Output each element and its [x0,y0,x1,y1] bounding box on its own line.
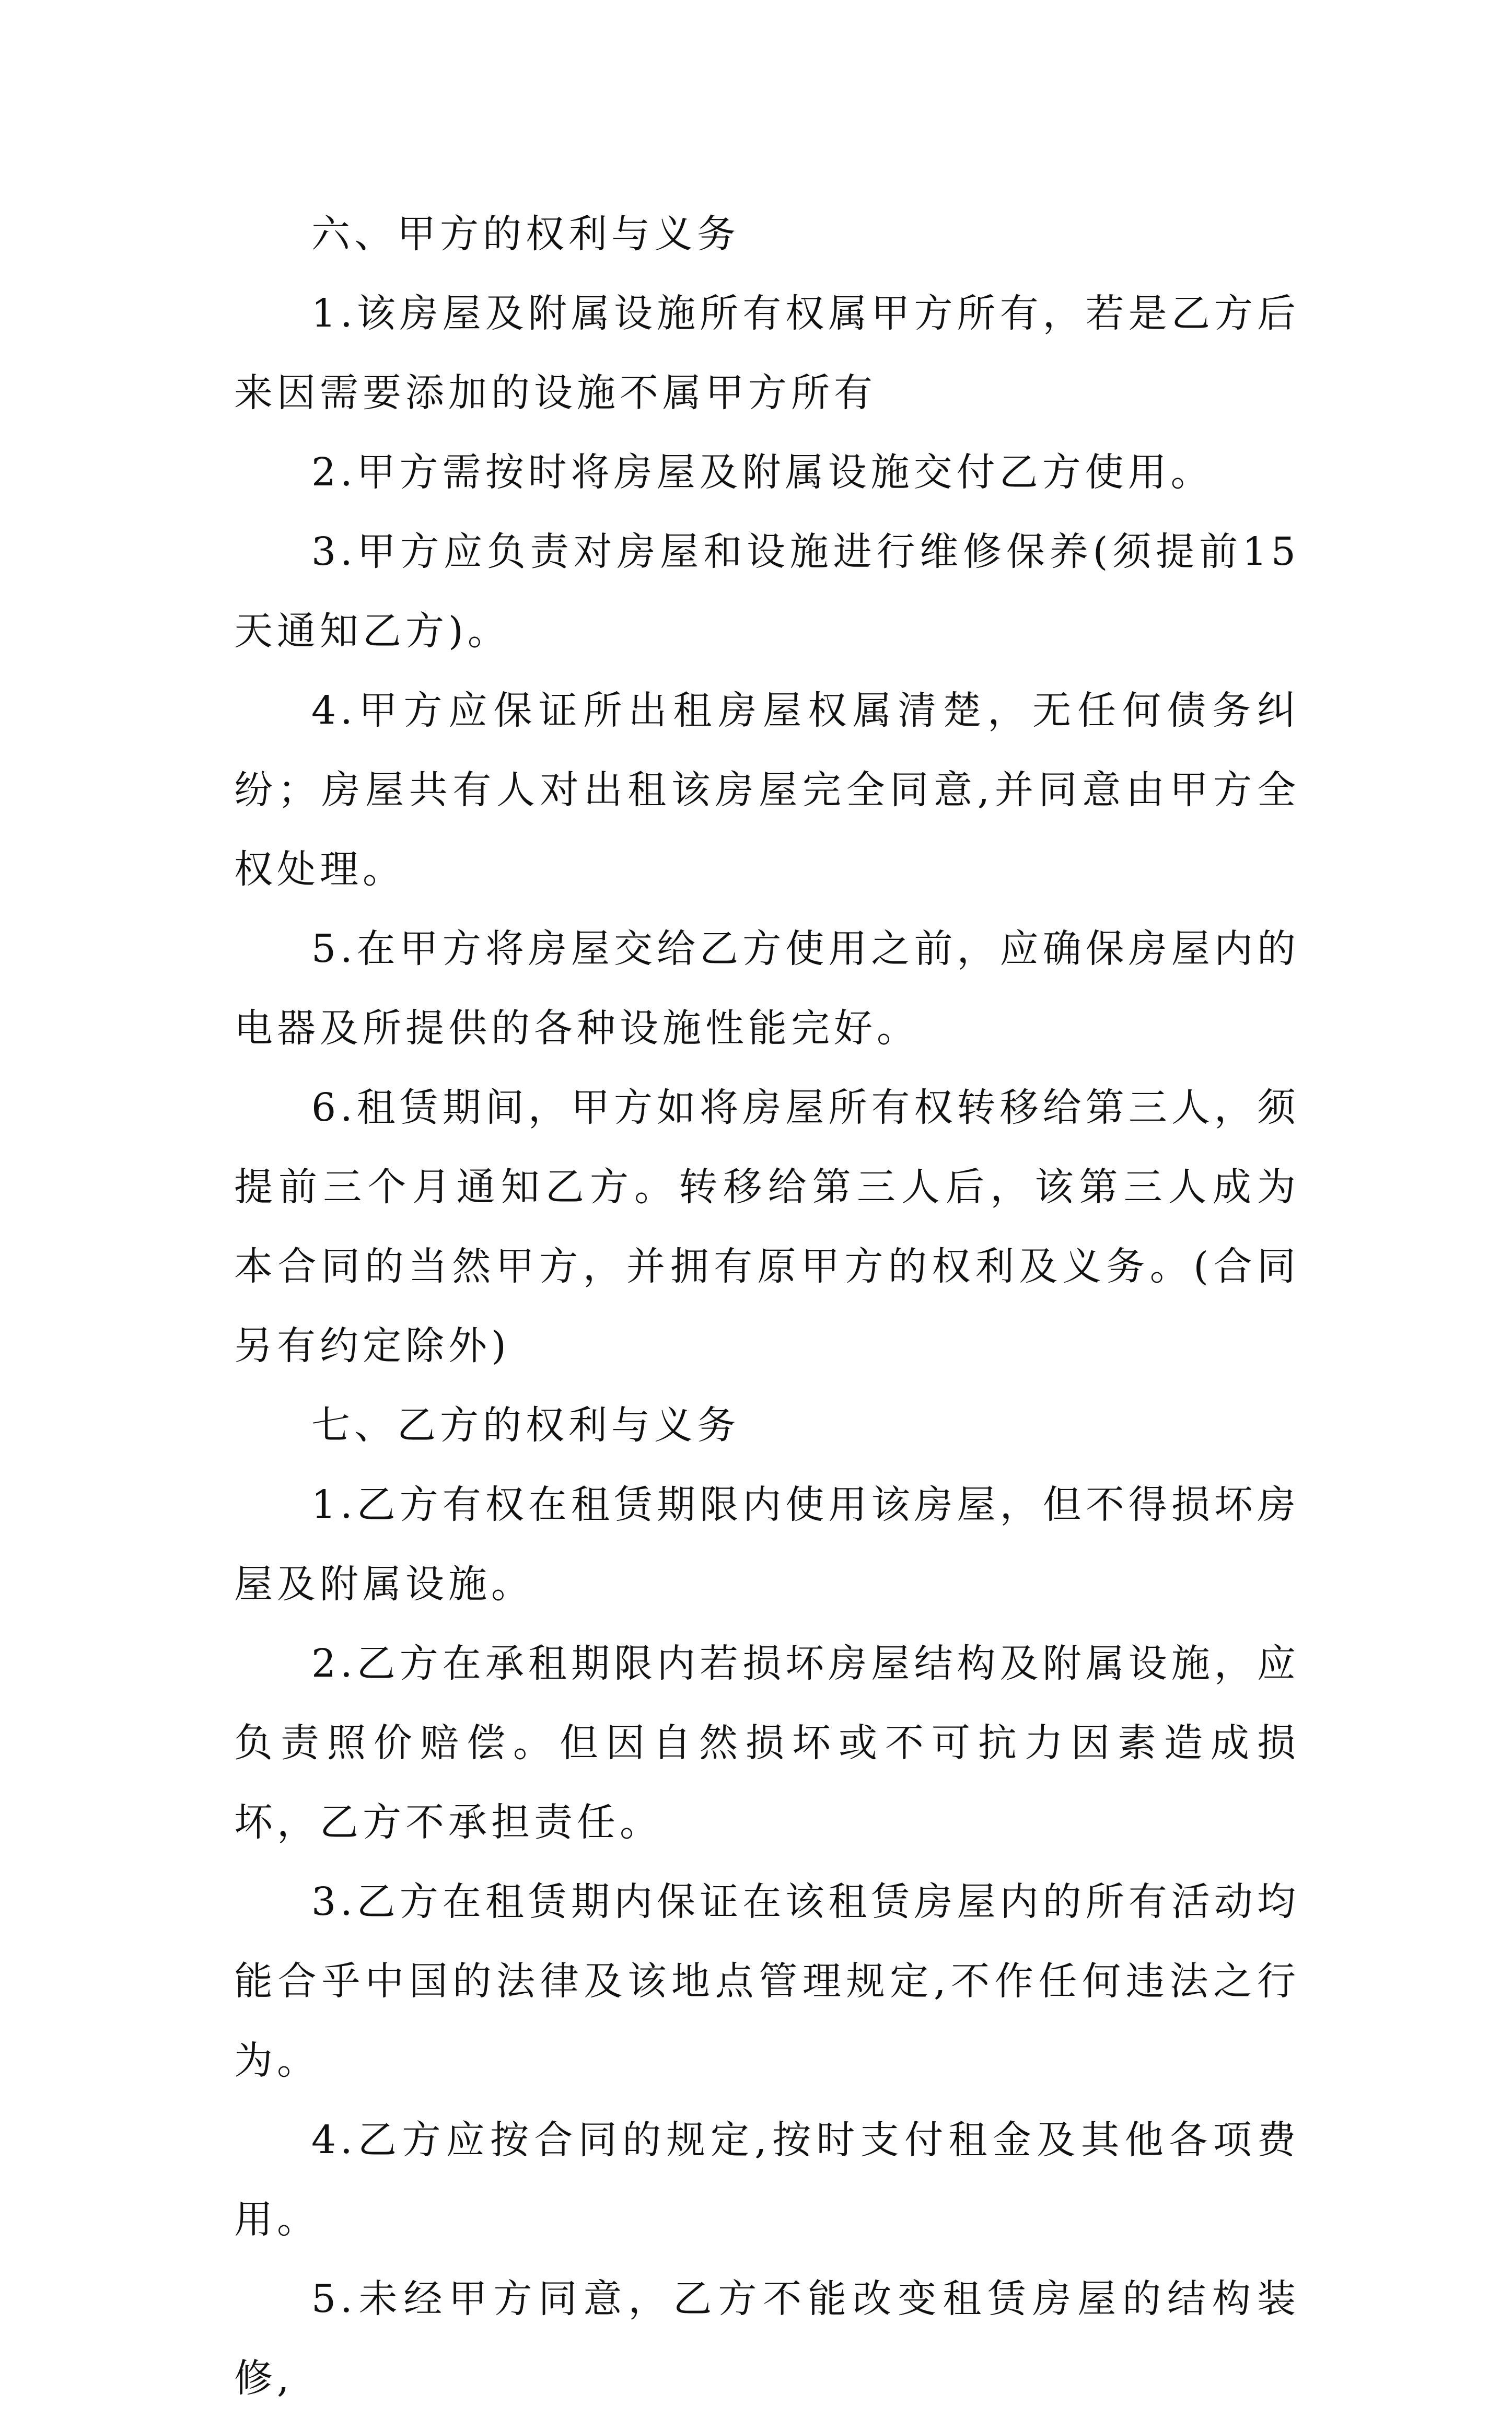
section-6-item-6: 6.租赁期间，甲方如将房屋所有权转移给第三人，须提前三个月通知乙方。转移给第三人后，该第三人成为本合同的当然甲方，并拥有原甲方的权利及义务。(合同另有约定除外) [234,1085,1300,1368]
section-6-item-5: 5.在甲方将房屋交给乙方使用之前，应确保房屋内的电器及所提供的各种设施性能完好。 [234,926,1300,1051]
section-6-heading: 六、甲方的权利与义务 [311,212,740,257]
section-6-item-2: 2.甲方需按时将房屋及附属设施交付乙方使用。 [311,450,1214,495]
section-7-item-2: 2.乙方在承租期限内若损坏房屋结构及附属设施，应负责照价赔偿。但因自然损坏或不可抗力因素造成损坏，乙方不承担责任。 [234,1641,1300,1845]
section-7-item-4: 4.乙方应按合同的规定,按时支付租金及其他各项费用。 [234,2118,1300,2242]
document-body [234,194,1300,2418]
section-6-item-3: 3.甲方应负责对房屋和设施进行维修保养(须提前15天通知乙方)。 [234,529,1300,654]
section-6-item-1: 1.该房屋及附属设施所有权属甲方所有，若是乙方后来因需要添加的设施不属甲方所有 [234,291,1300,415]
section-6-item-4: 4.甲方应保证所出租房屋权属清楚，无任何债务纠纷；房屋共有人对出租该房屋完全同意,并同意由甲方全权处理。 [234,688,1300,892]
section-7-heading: 七、乙方的权利与义务 [311,1403,740,1448]
section-7-item-5: 5.未经甲方同意，乙方不能改变租赁房屋的结构装修, [234,2276,1300,2401]
section-7-item-3: 3.乙方在租赁期内保证在该租赁房屋内的所有活动均能合乎中国的法律及该地点管理规定,不作任何违法之行为。 [234,1879,1300,2083]
section-7-item-1: 1.乙方有权在租赁期限内使用该房屋，但不得损坏房屋及附属设施。 [234,1482,1300,1607]
